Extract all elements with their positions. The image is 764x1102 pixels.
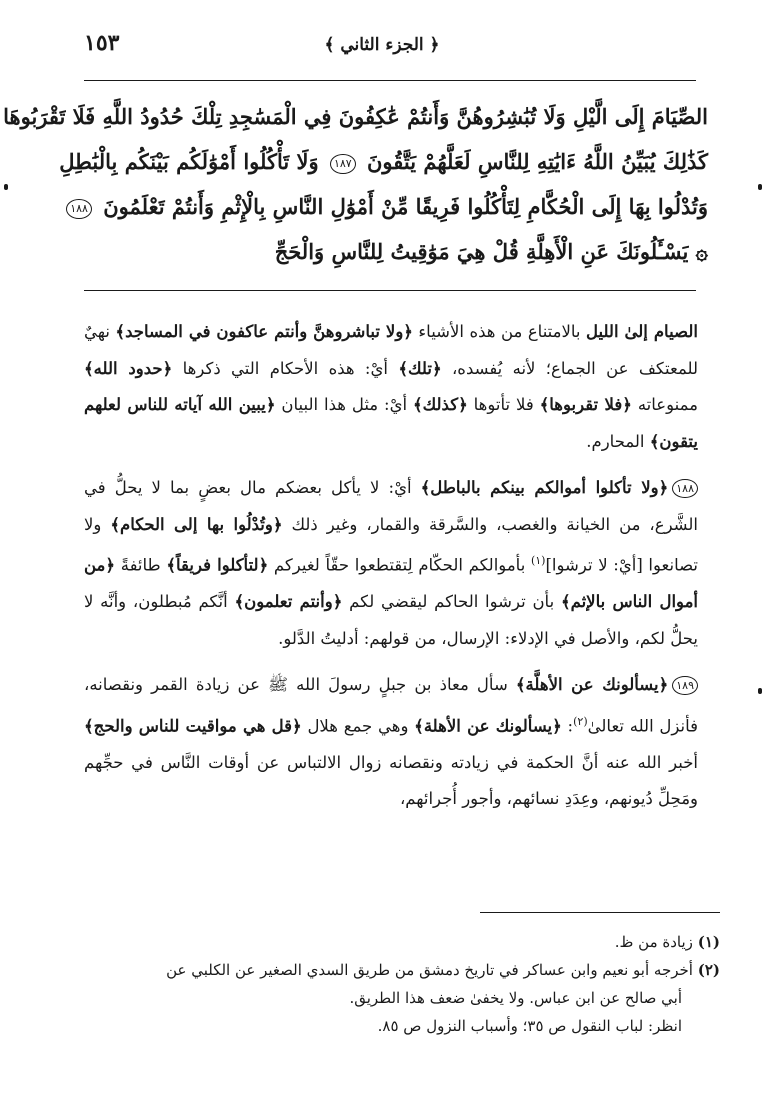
commentary-text: بأموالكم الحكّام لِتقتطعوا حقّاً لغيركم (268, 555, 531, 575)
commentary-text: : (561, 716, 574, 735)
footnote-1 (84, 928, 720, 956)
quran-verses (3, 94, 708, 274)
quoted-phrase: ﴿وأنتم تعلمون﴾ (234, 592, 343, 611)
commentary-paragraph-2 (84, 470, 698, 657)
commentary-text: ممنوعاته (631, 395, 699, 414)
quoted-phrase: ﴿تلك﴾ (398, 358, 442, 378)
commentary-text: سأل معاذ بن جبلٍ رسولَ الله ﷺ عن زيادة القمر ونقصانه، فأنزل الله تعالىٰ (84, 675, 699, 735)
commentary-text: ولا تصانعوا [أيْ: لا ترشوا] (84, 514, 699, 575)
margin-mark (4, 184, 8, 190)
running-header-title: ﴿ الجزء الثاني ﴾ (324, 35, 440, 55)
margin-mark (758, 688, 762, 694)
commentary-text: المحارم. (586, 431, 650, 451)
commentary-text: أخبر الله عنه أنَّ الحكمة في زيادته ونقصانه زوال الالتباس عن أوقات النَّاس في حجِّهم ومَحِلِّ دُيونهم، وعِدَدِ نسائهم، وأجور أُجرائهم، (84, 752, 698, 808)
header-rule (84, 80, 696, 81)
verse-number-badge-188: ١٨٨ (672, 479, 698, 498)
commentary-text: أيْ: مثل هذا البيان (275, 395, 413, 414)
footnote-text: أخرجه أبو نعيم وابن عساكر في تاريخ دمشق من طريق السدي الصغير عن الكلبي عن (166, 961, 693, 979)
quoted-phrase: ﴿فلا تقربوها﴾ (539, 395, 632, 414)
footnote-2-continued: أبي صالح عن ابن عباس. ولا يخفىٰ ضعف هذا الطريق. (349, 989, 682, 1007)
verse-text-2a: كَذَٰلِكَ يُبَيِّنُ اللَّهُ ءَايَٰتِهِ لِلنَّاسِ لَعَلَّهُمْ يَتَّقُونَ (366, 149, 708, 174)
commentary (84, 314, 698, 818)
commentary-text: فلا تأتوها (467, 395, 540, 414)
footnote-number: (١) (697, 933, 720, 951)
commentary-paragraph-3 (84, 667, 698, 818)
commentary-text: وهي جمع هلال (301, 716, 415, 735)
quoted-phrase: ﴿من أموال الناس بالإثم﴾ (84, 555, 698, 611)
quoted-phrase: ﴿يسألونك عن الأهلَّة﴾ (515, 675, 669, 694)
footnotes (84, 928, 720, 1040)
quoted-phrase: الصيام إلىٰ الليل (585, 322, 698, 341)
quoted-phrase: ﴿قل هي مواقيت للناس والحج﴾ (84, 716, 302, 735)
commentary-text: بأن ترشوا الحاكم ليقضي لكم (342, 592, 561, 611)
ayah-number-187: ١٨٧ (330, 154, 356, 174)
verse-line-3 (70, 184, 708, 229)
footnote-ref-1[interactable]: (١) (530, 554, 546, 567)
ayah-number-188: ١٨٨ (66, 199, 92, 219)
verse-number-badge-189: ١٨٩ (672, 676, 698, 695)
verse-line-1: الصِّيَامَ إِلَى الَّيْلِ وَلَا تُبَٰشِرُوهُنَّ وَأَنتُمْ عَٰكِفُونَ فِي الْمَسَٰجِدِ تِلْكَ حُدُودُ اللَّهِ فَلَا تَقْرَبُوهَا (3, 104, 708, 129)
footnote-2 (84, 956, 720, 984)
footnote-2-reference: انظر: لباب النقول ص ٣٥؛ وأسباب النزول ص ٨٥. (377, 1017, 682, 1035)
commentary-text: طائفةً (115, 555, 167, 575)
verse-text-2b: وَلَا تَأْكُلُوا أَمْوَٰلَكُم بَيْنَكُم بِالْبَٰطِلِ (59, 149, 319, 174)
verse-line-2 (59, 139, 708, 184)
page-number: ١٥٣ (84, 30, 120, 56)
quoted-phrase: ﴿لتأكلوا فريقاً﴾ (166, 555, 269, 575)
footnote-rule (480, 912, 720, 913)
footnote-ref-2[interactable]: (٢) (573, 714, 588, 728)
quoted-phrase: ﴿ولا تأكلوا أموالكم بينكم بالباطل﴾ (420, 478, 669, 497)
commentary-paragraph-1 (84, 314, 698, 460)
quoted-phrase: ﴿كذلك﴾ (412, 395, 468, 414)
commentary-text: أنَّكم مُبطلون، وأنَّه لا يحلُّ لكم، والأصل في الإدلاء: الإرسال، من قولهم: أدليتُ الدَّلو. (84, 592, 698, 648)
commentary-text: نهيٌ للمعتكف عن الجماع؛ لأنه يُفسده، (84, 322, 698, 378)
commentary-text: أيْ: لا يأكل بعضكم مال بعضٍ بما لا يحلُّ في الشَّرع، من الخيانة والغصب، والسَّرقة والقمار، وغير ذلك (84, 478, 699, 534)
quoted-phrase: ﴿وتُدْلُوا بها إلى الحكام﴾ (110, 514, 283, 534)
quoted-phrase: ﴿يسألونك عن الأهلة﴾ (414, 716, 562, 735)
verse-line-4: ۞ يَسْـَٔلُونَكَ عَنِ الْأَهِلَّةِ قُلْ هِيَ مَوَٰقِيتُ لِلنَّاسِ وَالْحَجِّ (274, 239, 708, 264)
margin-mark (758, 184, 762, 190)
quoted-phrase: ﴿حدود الله﴾ (84, 358, 173, 378)
quoted-phrase: ﴿ولا تباشروهنَّ وأنتم عاكفون في المساجد﴾ (115, 322, 413, 341)
commentary-text: أيْ: هذه الأحكام التي ذكرها (172, 358, 399, 378)
quoted-phrase: ﴿يبين الله آياته للناس لعلهم يتقون﴾ (84, 395, 698, 451)
footnote-number: (٢) (697, 961, 720, 979)
verse-text-3a: وَتُدْلُوا بِهَا إِلَى الْحُكَّامِ لِتَأْكُلُوا فَرِيقًا مِّنْ أَمْوَٰلِ النَّاسِ بِالْإِثْمِ وَأَنتُمْ تَعْلَمُونَ (103, 194, 708, 219)
commentary-text: بالامتناع من هذه الأشياء (412, 322, 586, 341)
verses-rule (84, 290, 696, 291)
footnote-text: زيادة من ظ. (614, 933, 693, 951)
